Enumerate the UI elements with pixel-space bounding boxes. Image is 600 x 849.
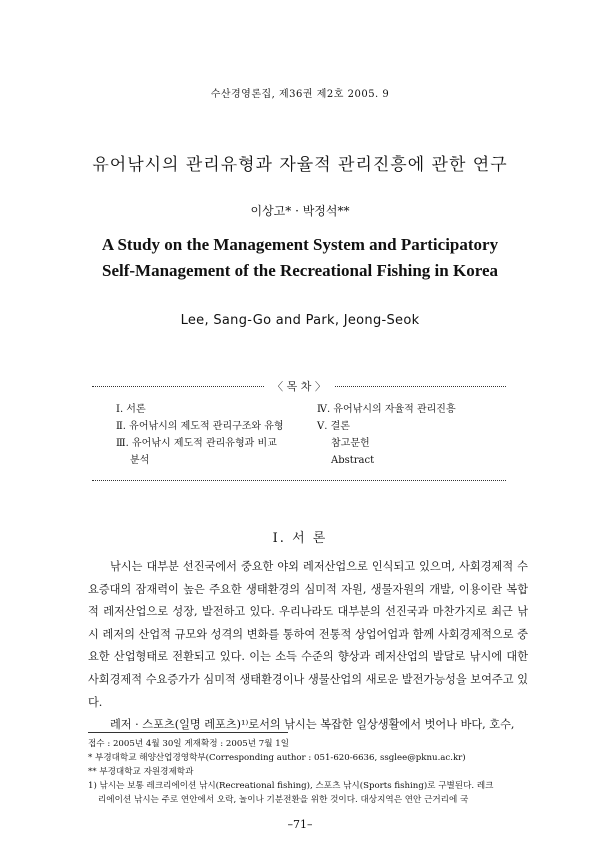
korean-title: 유어낚시의 관리유형과 자율적 관리진흥에 관한 연구 bbox=[92, 155, 508, 175]
section-heading: Ⅰ. 서 론 bbox=[272, 531, 328, 546]
toc-item: 분석 bbox=[130, 455, 150, 466]
table-of-contents bbox=[92, 380, 506, 481]
toc-item: 참고문헌 bbox=[331, 438, 370, 449]
toc-item: Ⅴ. 결론 bbox=[317, 421, 350, 432]
body-paragraph: 레저 · 스포츠(일명 레포츠)¹⁾로서의 낚시는 복잡한 일상생활에서 벗어나 바다, 호수, bbox=[110, 718, 515, 732]
toc-right-column bbox=[317, 401, 507, 469]
footnote-rule bbox=[88, 732, 288, 733]
page-number: –71– bbox=[287, 818, 313, 831]
body-text bbox=[88, 556, 528, 737]
footnote-received: 접수 : 2005년 4월 30일 게재확정 : 2005년 7월 1일 bbox=[88, 739, 290, 749]
footnote-author-2: ** 부경대학교 자원경제학과 bbox=[88, 767, 194, 777]
korean-authors: 이상고* · 박정석** bbox=[250, 204, 350, 218]
toc-left-column bbox=[116, 401, 306, 469]
footnote-1-cont: 리에이션 낚시는 주로 연안에서 오락, 놀이나 기분전환을 위한 것이다. 대상지역은 연안 근거리에 국 bbox=[98, 795, 469, 805]
footnote-author-1: * 부경대학교 해양산업경영학부(Corresponding author : 051-620-6636, ssglee@pknu.ac.kr) bbox=[88, 753, 466, 763]
toc-item: Ⅰ. 서론 bbox=[116, 404, 146, 415]
footnotes bbox=[88, 737, 528, 807]
journal-info: 수산경영론집, 제36권 제2호 2005. 9 bbox=[210, 89, 390, 100]
toc-heading: 〈 목 차 〉 bbox=[264, 380, 334, 393]
toc-item: Ⅳ. 유어낚시의 자율적 관리진흥 bbox=[317, 404, 456, 415]
english-authors: Lee, Sang-Go and Park, Jeong-Seok bbox=[180, 313, 420, 328]
toc-item: Ⅱ. 유어낚시의 제도적 관리구조와 유형 bbox=[116, 421, 284, 432]
toc-item: Ⅲ. 유어낚시 제도적 관리유형과 비교 bbox=[116, 438, 277, 449]
footnote-1: 1) 낚시는 보통 레크리에이션 낚시(Recreational fishing), 스포츠 낚시(Sports fishing)로 구별된다. 레크 bbox=[88, 781, 494, 791]
body-paragraph: 낚시는 대부분 선진국에서 중요한 야외 레저산업으로 인식되고 있으며, 사회경제적 수요증대의 잠재력이 높은 주요한 생태환경의 심미적 자원, 생물자원의 개발, 이용이란 복합적 레저산업으로 성장, 발전하고 있다. 우리나라도 대부분의 선진국과 마찬가지로 최근 낚시 레저의 산업적 규모와 성격의 변화를 통하여 전통적 상업어업과 함께 사회경제적으로 중요한 산업형태로 전환되고 있다. 이는 소득 수준의 향상과 레저산업의 발달로 낚시에 대한 사회경제적 수요증가가 심미적 생태환경이나 생물산업의 새로운 발전가능성을 보여주고 있다. bbox=[88, 560, 528, 709]
english-title bbox=[0, 232, 600, 284]
toc-item: Abstract bbox=[331, 455, 375, 466]
english-title-line-1: A Study on the Management System and Participatory bbox=[101, 235, 499, 254]
english-title-line-2: Self-Management of the Recreational Fishing in Korea bbox=[102, 261, 498, 280]
